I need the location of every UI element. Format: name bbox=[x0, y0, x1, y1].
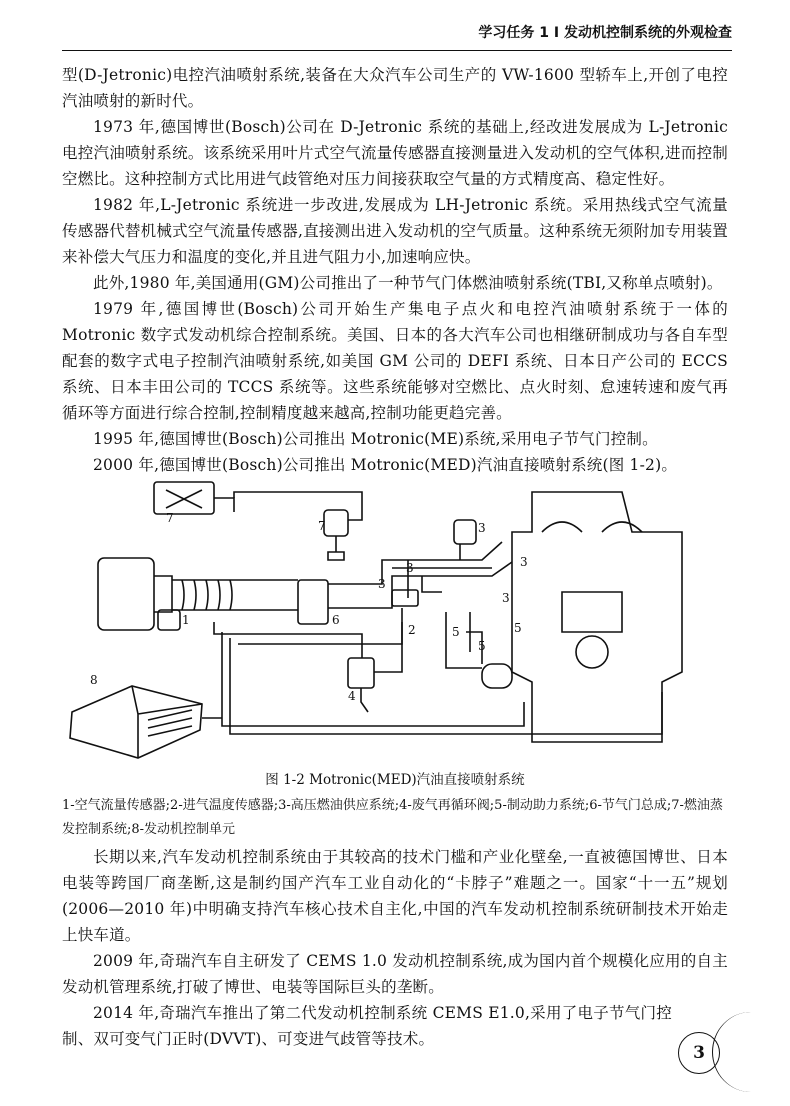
label-3-lower: 3 bbox=[502, 591, 510, 605]
paragraph-3: 1982 年,L-Jetronic 系统进一步改进,发展成为 LH-Jetronic 系统。采用热线式空气流量传感器代替机械式空气流量传感器,直接测出进入发动机的空气质量。这种系统无须附加专用装置来补偿大气压力和温度的变化,并且进气阻力小,加速响应快。 bbox=[62, 196, 728, 266]
paragraph-1: 型(D-Jetronic)电控汽油喷射系统,装备在大众汽车公司生产的 VW-1600 型轿车上,开创了电控汽油喷射的新时代。 bbox=[62, 66, 728, 110]
paragraph-2: 1973 年,德国博世(Bosch)公司在 D-Jetronic 系统的基础上,经改进发展成为 L-Jetronic 电控汽油喷射系统。该系统采用叶片式空气流量传感器直接测量进入发动机的空气体积,进而控制空燃比。这种控制方式比用进气歧管绝对压力间接获取空气量的方式精度高、稳定性好。 bbox=[62, 118, 728, 188]
figure-legend: 1-空气流量传感器;2-进气温度传感器;3-高压燃油供应系统;4-废气再循环阀;5-制动助力系统;6-节气门总成;7-燃油蒸发控制系统;8-发动机控制单元 bbox=[62, 798, 723, 837]
chapter-title: 学习任务 1 Ⅰ 发动机控制系统的外观检查 bbox=[478, 25, 732, 41]
figure-caption: 图 1-2 Motronic(MED)汽油直接喷射系统 bbox=[265, 772, 525, 788]
engine-block-shape bbox=[512, 492, 682, 742]
page-number: 3 bbox=[678, 1032, 720, 1074]
label-8: 8 bbox=[90, 673, 98, 687]
engine-system-diagram bbox=[62, 472, 732, 762]
label-7-purge: 7 bbox=[318, 519, 326, 533]
paragraph-5: 1979 年,德国博世(Bosch)公司开始生产集电子点火和电控汽油喷射系统于一体的 Motronic 数字式发动机综合控制系统。美国、日本的各大汽车公司也相继研制成功与各自车型配套的数字式电子控制汽油喷射系统,如美国 GM 公司的 DEFI 系统、日本日产公司的 ECCS 系统、日本丰田公司的 TCCS 系统等。这些系统能够对空燃比、点火时刻、怠速转速和废气再循环等方面进行综合控制,控制精度越来越高,控制功能更趋完善。 bbox=[62, 300, 728, 422]
label-2: 2 bbox=[408, 623, 416, 637]
label-5-c: 5 bbox=[514, 621, 522, 635]
label-1: 1 bbox=[182, 613, 190, 627]
paragraph-10: 2014 年,奇瑞汽车推出了第二代发动机控制系统 CEMS E1.0,采用了电子节气门控制、双可变气门正时(DVVT)、可变进气歧管等技术。 bbox=[62, 1004, 672, 1048]
label-5-b: 5 bbox=[478, 639, 486, 653]
label-3-engine: 3 bbox=[520, 555, 528, 569]
paragraph-8: 长期以来,汽车发动机控制系统由于其较高的技术门槛和产业化壁垒,一直被德国博世、日本电装等跨国厂商垄断,这是制约国产汽车工业自动化的“卡脖子”难题之一。国家“十一五”规划(2006—2010 年)中明确支持汽车核心技术自主化,中国的汽车发动机控制系统研制技术开始走上快车道。 bbox=[62, 848, 728, 944]
charcoal-canister-shape bbox=[154, 482, 214, 514]
page-corner-arc bbox=[712, 1012, 790, 1092]
paragraph-7: 2000 年,德国博世(Bosch)公司推出 Motronic(MED)汽油直接喷射系统(图 1-2)。 bbox=[93, 456, 678, 474]
paragraph-6: 1995 年,德国博世(Bosch)公司推出 Motronic(ME)系统,采用电子节气门控制。 bbox=[93, 430, 658, 448]
label-3-rail: 3 bbox=[406, 561, 414, 575]
label-7-canister: 7 bbox=[166, 511, 174, 525]
label-3-pump: 3 bbox=[378, 577, 386, 591]
throttle-body-shape bbox=[298, 580, 328, 624]
page-header bbox=[0, 14, 790, 48]
egr-valve-shape bbox=[348, 658, 374, 688]
label-5-a: 5 bbox=[452, 625, 460, 639]
label-6: 6 bbox=[332, 613, 340, 627]
header-rule bbox=[62, 50, 732, 51]
ecu-shape bbox=[70, 686, 202, 758]
label-3-injector: 3 bbox=[478, 521, 486, 535]
label-4: 4 bbox=[348, 689, 356, 703]
paragraph-4: 此外,1980 年,美国通用(GM)公司推出了一种节气门体燃油喷射系统(TBI,又称单点喷射)。 bbox=[93, 274, 723, 292]
air-filter-shape bbox=[98, 558, 154, 630]
paragraph-9: 2009 年,奇瑞汽车自主研发了 CEMS 1.0 发动机控制系统,成为国内首个规模化应用的自主发动机管理系统,打破了博世、电装等国际巨头的垄断。 bbox=[62, 952, 728, 996]
